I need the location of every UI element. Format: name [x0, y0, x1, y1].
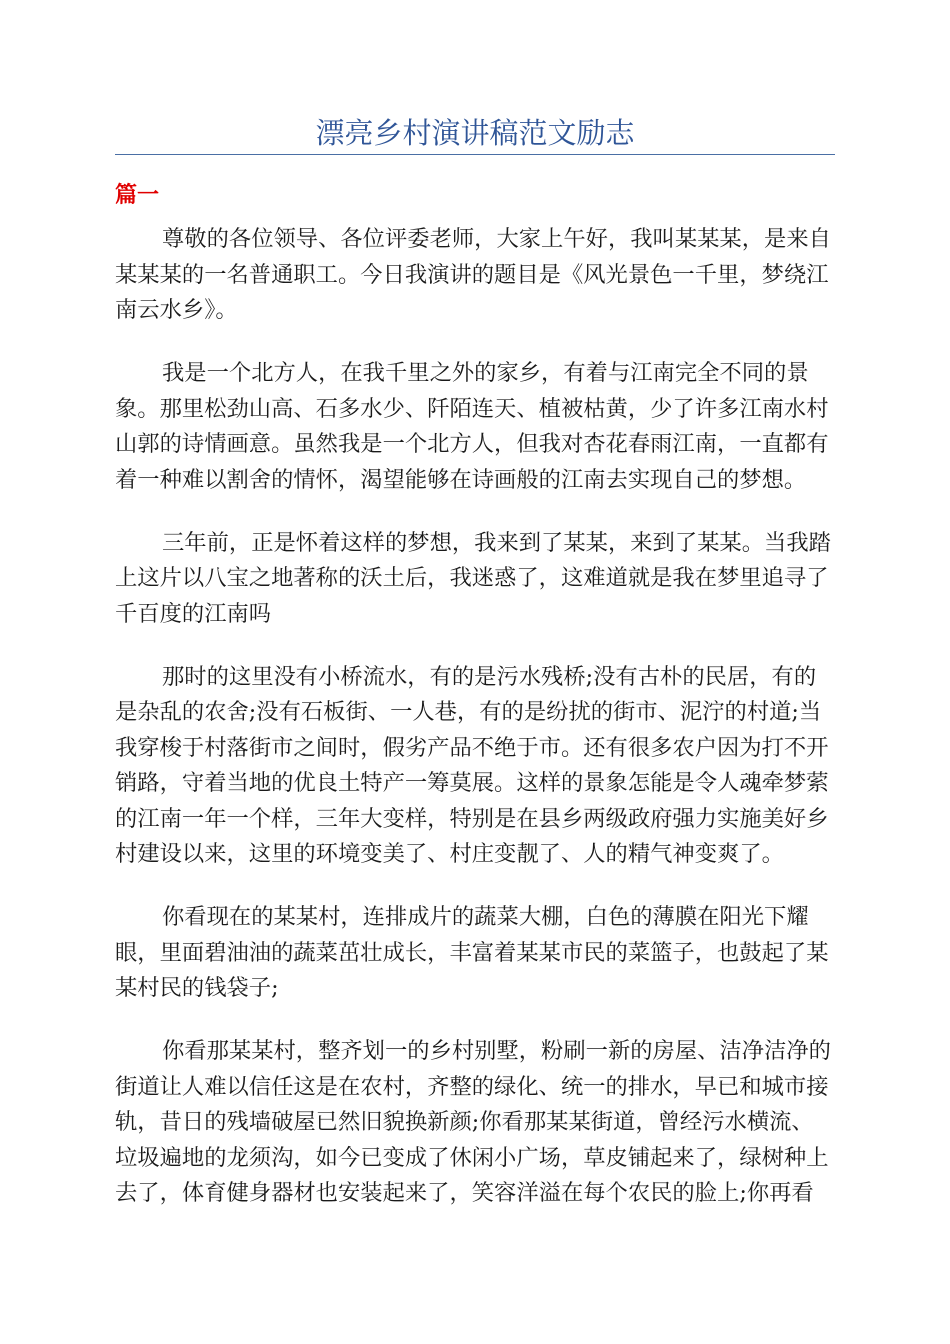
text-line: 山郭的诗情画意。虽然我是一个北方人，但我对杏花春雨江南，一直都有	[115, 431, 829, 457]
text-line: 某村民的钱袋子;	[115, 975, 279, 1001]
paragraph-5	[115, 900, 835, 1007]
text-line: 销路，守着当地的优良土特产一筹莫展。这样的景象怎能是令人魂牵梦萦	[115, 770, 829, 796]
text-line: 尊敬的各位领导、各位评委老师，大家上午好，我叫某某某，是来自	[162, 226, 831, 252]
text-line: 街道让人难以信任这是在农村，齐整的绿化、统一的排水，早已和城市接	[115, 1073, 829, 1100]
text-line: 三年前，正是怀着这样的梦想，我来到了某某，来到了某某。当我踏	[162, 529, 831, 556]
document-title: 漂亮乡村演讲稿范文励志	[315, 116, 635, 150]
text-line: 是杂乱的农舍;没有石板街、一人巷，有的是纷扰的街市、泥泞的村道;当	[115, 699, 822, 725]
text-line: 千百度的江南吗	[115, 600, 272, 627]
text-line: 那时的这里没有小桥流水，有的是污水残桥;没有古朴的民居，有的	[162, 663, 817, 690]
paragraph-3	[115, 526, 835, 633]
text-line: 轨，昔日的残墙破屋已然旧貌换新颜;你看那某某街道，曾经污水横流、	[115, 1109, 814, 1135]
paragraph-6	[115, 1034, 835, 1212]
section-heading: 篇一	[115, 182, 160, 208]
text-line: 象。那里松劲山高、石多水少、阡陌连天、植被枯黄，少了许多江南水村	[115, 395, 829, 422]
text-line: 垃圾遍地的龙须沟，如今已变成了休闲小广场，草皮铺起来了，绿树种上	[115, 1144, 829, 1171]
document-body	[115, 222, 835, 1239]
text-line: 我是一个北方人，在我千里之外的家乡，有着与江南完全不同的景	[162, 360, 809, 386]
text-line: 村建设以来，这里的环境变美了、村庄变靓了、人的精气神变爽了。	[115, 841, 784, 867]
text-line: 南云水乡》。	[115, 297, 238, 323]
text-line: 你看那某某村，整齐划一的乡村别墅，粉刷一新的房屋、洁净洁净的	[162, 1038, 831, 1064]
text-line: 去了，体育健身器材也安装起来了，笑容洋溢在每个农民的脸上;你再看	[115, 1180, 814, 1206]
paragraph-2	[115, 356, 835, 498]
text-line: 某某某的一名普通职工。今日我演讲的题目是《风光景色一千里，梦绕江	[115, 261, 829, 288]
paragraph-1	[115, 222, 835, 329]
text-line: 我穿梭于村落街市之间时，假劣产品不绝于市。还有很多农户因为打不开	[115, 734, 829, 761]
text-line: 的江南一年一个样，三年大变样，特别是在县乡两级政府强力实施美好乡	[115, 805, 829, 832]
paragraph-4	[115, 660, 835, 873]
text-line: 着一种难以割舍的情怀，渴望能够在诗画般的江南去实现自己的梦想。	[115, 466, 807, 493]
title-underline-rule	[115, 154, 835, 155]
text-line: 你看现在的某某村，连排成片的蔬菜大棚，白色的薄膜在阳光下耀	[162, 904, 809, 930]
text-line: 上这片以八宝之地著称的沃土后，我迷惑了，这难道就是我在梦里追寻了	[115, 565, 829, 591]
text-line: 眼，里面碧油油的蔬菜茁壮成长，丰富着某某市民的菜篮子，也鼓起了某	[115, 939, 829, 966]
